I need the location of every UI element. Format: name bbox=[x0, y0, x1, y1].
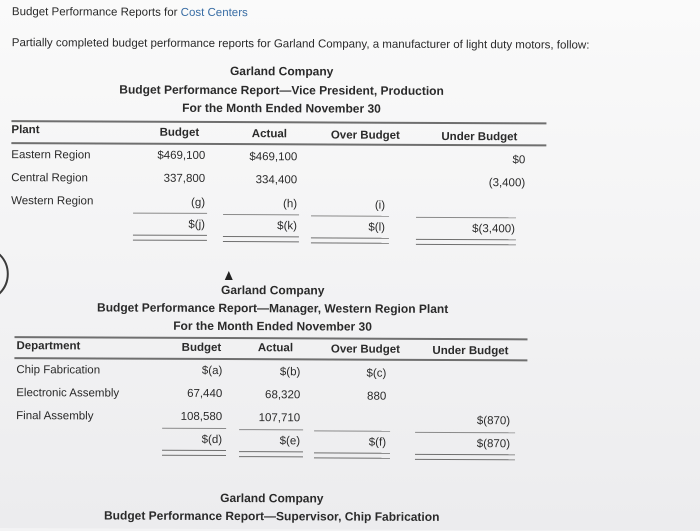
report2-col-department: Department bbox=[16, 340, 81, 353]
subtotal-rule bbox=[133, 213, 207, 214]
report1-period: For the Month Ended November 30 bbox=[182, 100, 381, 116]
report1-cell-budget: 337,800 bbox=[163, 172, 206, 185]
report2-top-rule bbox=[15, 336, 528, 340]
report1-col-plant: Plant bbox=[11, 124, 40, 137]
report3-company: Garland Company bbox=[220, 490, 324, 506]
report1-total-over: $(l) bbox=[368, 221, 386, 234]
subtotal-rule bbox=[314, 430, 390, 431]
report2-col-actual: Actual bbox=[257, 342, 294, 355]
report2-title: Budget Performance Report—Manager, Western Region Plant bbox=[97, 300, 449, 316]
report1-cell-budget: (g) bbox=[191, 196, 206, 209]
report2-period: For the Month Ended November 30 bbox=[173, 318, 372, 334]
report2-cell-actual: $(b) bbox=[279, 366, 301, 379]
total-double-rule bbox=[223, 236, 299, 242]
report1-total-budget: $(j) bbox=[188, 218, 206, 231]
subtotal-rule bbox=[415, 432, 515, 433]
report1-company: Garland Company bbox=[229, 64, 334, 79]
report2-total-over: $(f) bbox=[368, 436, 387, 449]
report1-top-rule bbox=[11, 120, 546, 124]
report2-cell-budget: 108,580 bbox=[180, 410, 223, 423]
report2-row-label: Final Assembly bbox=[16, 410, 94, 423]
report1-total-under: $(3,400) bbox=[472, 223, 516, 236]
report1-col-budget: Budget bbox=[159, 126, 200, 139]
report2-total-budget: $(d) bbox=[201, 433, 223, 446]
report2-total-under: $(870) bbox=[476, 438, 511, 451]
report1-cell-budget: $469,100 bbox=[157, 149, 206, 162]
subtotal-rule bbox=[311, 215, 389, 216]
report2-cell-under: $(870) bbox=[476, 415, 511, 428]
report2-col-budget: Budget bbox=[181, 341, 222, 354]
total-double-rule bbox=[416, 239, 516, 245]
section-title: Budget Performance Reports for Cost Centers bbox=[11, 6, 248, 20]
subtotal-rule bbox=[162, 428, 226, 429]
subtotal-rule bbox=[416, 217, 516, 218]
report2-company: Garland Company bbox=[221, 282, 325, 298]
report1-col-over: Over Budget bbox=[330, 129, 400, 142]
intro-text: Partially completed budget performance reports for Garland Company, a manufacturer of light duty motors, follow: bbox=[11, 37, 590, 52]
partial-circle-decoration bbox=[0, 246, 9, 302]
report1-title: Budget Performance Report—Vice President, Production bbox=[119, 82, 444, 98]
report2-header-rule bbox=[14, 357, 527, 361]
report1-cell-actual: (h) bbox=[283, 198, 298, 211]
report1-cell-under: $0 bbox=[512, 154, 526, 167]
report2-row-label: Electronic Assembly bbox=[16, 387, 120, 400]
report2-row-label: Chip Fabrication bbox=[16, 364, 101, 377]
report2-cell-actual: 107,710 bbox=[258, 412, 301, 425]
cost-centers-link[interactable]: Cost Centers bbox=[180, 6, 248, 20]
total-double-rule bbox=[239, 451, 303, 457]
subtotal-rule bbox=[239, 429, 303, 430]
subtotal-rule bbox=[223, 214, 299, 215]
report2-cell-actual: 68,320 bbox=[265, 389, 301, 402]
report1-col-actual: Actual bbox=[251, 128, 288, 141]
report2-cell-over: 880 bbox=[367, 390, 387, 403]
mouse-cursor-icon bbox=[225, 271, 233, 280]
report1-cell-actual: 334,400 bbox=[255, 174, 298, 187]
total-double-rule bbox=[133, 235, 207, 241]
report1-row-label: Eastern Region bbox=[11, 149, 91, 162]
report1-row-label: Central Region bbox=[11, 172, 88, 185]
total-double-rule bbox=[162, 450, 226, 456]
report1-cell-under: (3,400) bbox=[488, 177, 526, 190]
report1-total-actual: $(k) bbox=[277, 220, 298, 233]
report3-title: Budget Performance Report—Supervisor, Chip Fabrication bbox=[104, 508, 440, 524]
report1-col-under: Under Budget bbox=[441, 130, 518, 144]
report2-col-under: Under Budget bbox=[432, 344, 509, 358]
report2-cell-budget: $(a) bbox=[201, 364, 223, 377]
report1-cell-over: (i) bbox=[374, 199, 386, 212]
report2-total-actual: $(e) bbox=[279, 435, 301, 448]
total-double-rule bbox=[311, 237, 389, 243]
report2-cell-budget: 67,440 bbox=[187, 387, 223, 400]
report1-cell-actual: $469,100 bbox=[249, 151, 298, 164]
report1-row-label: Western Region bbox=[11, 195, 94, 208]
total-double-rule bbox=[314, 452, 390, 458]
report2-cell-over: $(c) bbox=[366, 367, 387, 380]
total-double-rule bbox=[415, 454, 515, 460]
report2-col-over: Over Budget bbox=[330, 343, 400, 356]
